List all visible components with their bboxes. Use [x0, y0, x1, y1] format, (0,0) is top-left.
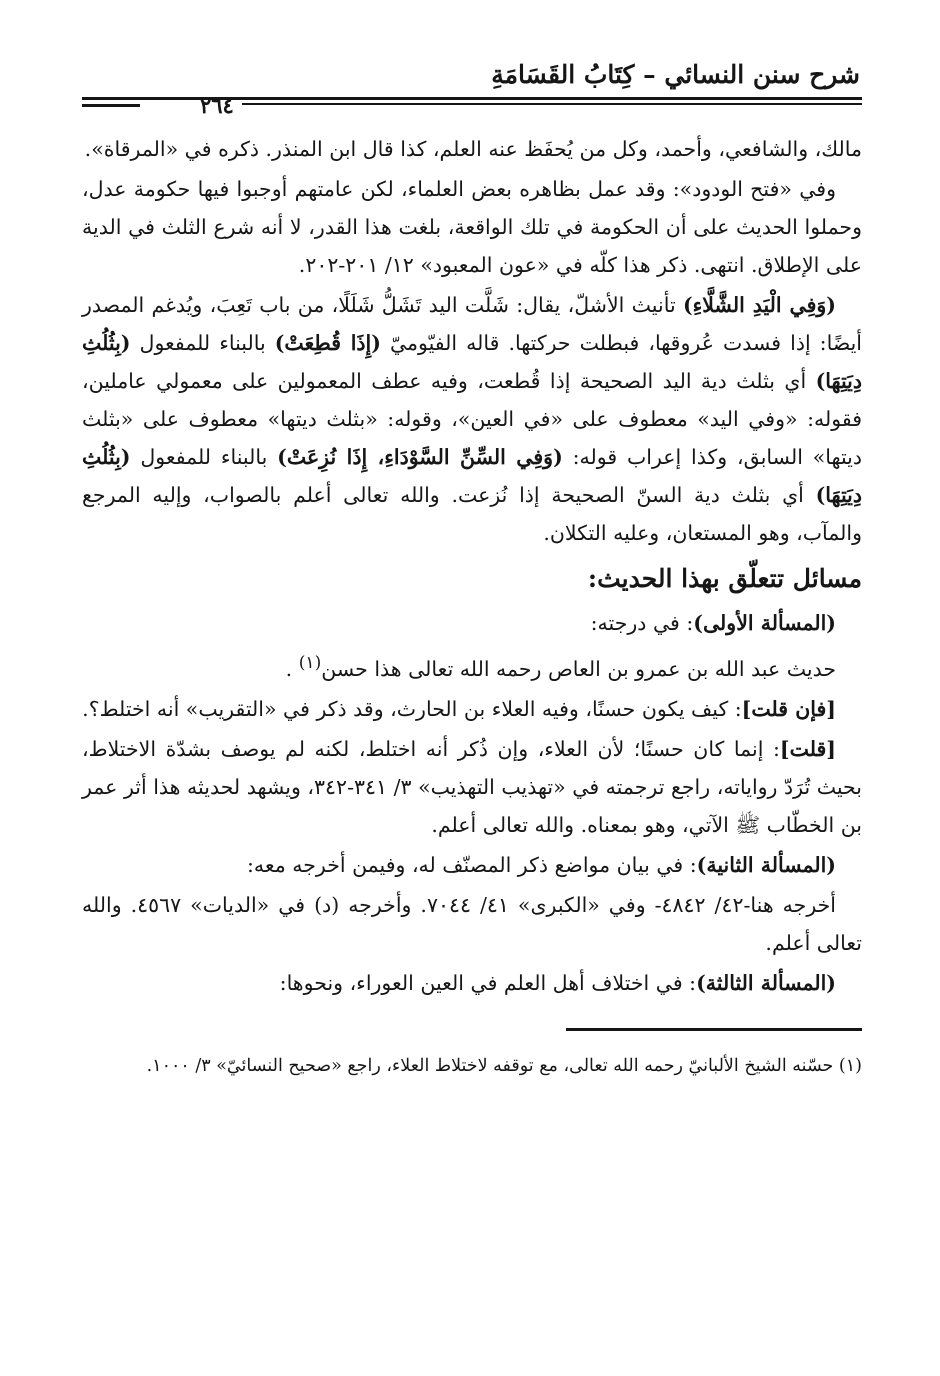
- objection-paragraph: [82, 690, 862, 728]
- paragraph-continuation: مالك، والشافعي، وأحمد، وكل من يُحفَظ عنه العلم، كذا قال ابن المنذر. ذكره في «المرقاة».: [84, 137, 862, 161]
- commentary-text: تأنيث الأشلّ، يقال: شَلَّت اليد تَشَلُّ شَلَلًا، من باب تَعِبَ، ويُدغم المصدر أيضًا: إذا فسدت عُروقها، فبطلت حركتها. قاله الفيّوميّ: [82, 293, 863, 355]
- hadith-term-shalla: (وَفِي الْيَدِ الشَّلَّاءِ): [682, 293, 837, 317]
- header-rule-top: [82, 97, 862, 100]
- footnote: (١) حسّنه الشيخ الألبانيّ رحمه الله تعالى، مع توقفه لاختلاط العلاء، راجع «صحيح النسائيّ» ٣/ ١٠٠٠.: [146, 1055, 862, 1076]
- issue-text: : في اختلاف أهل العلم في العين العوراء، ونحوها:: [279, 970, 697, 995]
- footnote-marker: (١): [298, 653, 322, 673]
- issue-label: (المسألة الثالثة): [696, 970, 836, 995]
- book-page: [82, 50, 862, 1081]
- main-text: [82, 130, 862, 1002]
- header-rule-double: [82, 97, 140, 107]
- issue-label: (المسألة الثانية): [696, 852, 836, 877]
- header-rule-lower: [242, 103, 862, 105]
- issue-label: (المسألة الأولى): [693, 611, 836, 635]
- issue-body-text: حديث عبد الله بن عمرو بن العاص رحمه الله تعالى هذا حسن: [321, 656, 836, 681]
- issue-first-body: [82, 644, 862, 688]
- answer-label: [قلت]: [779, 736, 836, 761]
- hadith-term-sinn: (وَفِي السِّنِّ السَّوْدَاءِ، إِذَا نُزِعَتْ): [277, 445, 563, 469]
- commentary-text: أي بثلث دية السنّ الصحيحة إذا نُزعت. والله تعالى أعلم بالصواب، وإليه المرجع والمآب، وهو المستعان، وعليه التكلان.: [82, 483, 862, 545]
- answer-text: : إنما كان حسنًا؛ لأن العلاء، وإن ذُكر أنه اختلط، لكنه لم يوصف بشدّة الاختلاط، بحيث تُرَدّ رواياته، راجع ترجمته في «تهذيب التهذيب» ٣/ ٣٤١-٣٤٢، ويشهد لحديثه هذا أثر عمر بن الخطّاب ﷺ الآتي، وهو بمعناه. والله تعالى أعلم.: [82, 736, 862, 837]
- page-header: [82, 50, 862, 120]
- hadith-term-thuluth-2: (بِثُلُثِ دِيَتِهَا): [82, 445, 862, 507]
- issue-text: : في بيان مواضع ذكر المصنّف له، وفيمن أخرجه معه:: [246, 852, 697, 877]
- section-heading: مسائل تتعلّق بهذا الحديث:: [587, 564, 862, 593]
- hadith-term-qutiat: (إِذَا قُطِعَتْ): [274, 331, 381, 355]
- issue-body-end: .: [285, 656, 293, 681]
- answer-paragraph: [82, 730, 862, 844]
- issue-second: [82, 846, 862, 884]
- issue-second-body: أخرجه هنا-٤٢/ ٤٨٤٢- وفي «الكبرى» ٤١/ ٧٠٤٤. وأخرجه (د) في «الديات» ٤٥٦٧. والله تعالى أعلم.: [82, 892, 862, 955]
- commentary-text: أي بثلث دية اليد الصحيحة إذا قُطعت، وفيه عطف المعمولين على معمولي عاملين، فقوله: «وفي اليد» معطوف على «في العين»، وقوله: «بثلث ديتها» معطوف على «بثلث ديتها» السابق، وكذا إعراب قوله:: [82, 369, 862, 469]
- issue-first: [82, 604, 862, 642]
- objection-text: : كيف يكون حسنًا، وفيه العلاء بن الحارث، وقد ذكر في «التقريب» أنه اختلط؟.: [82, 696, 742, 721]
- objection-label: [فإن قلت]: [741, 696, 836, 721]
- footnote-rule: [566, 1028, 862, 1031]
- page-number: ٢٦٤: [200, 93, 234, 118]
- hadith-term-thuluth: (بِثُلُثِ دِيَتِهَا): [82, 331, 862, 393]
- running-title: شرح سنن النسائي – كِتَابُ القَسَامَةِ: [491, 60, 860, 89]
- issue-third: [82, 964, 862, 1002]
- paragraph-fath-alwadud: وفي «فتح الودود»: وقد عمل بظاهره بعض العلماء، لكن عامتهم أوجبوا فيها حكومة عدل، وحملوا الحديث على أن الحكومة في تلك الواقعة، بلغت هذا القدر، لا أنه شرع الثلث في الدية على الإطلاق. انتهى. ذكر هذا كلّه في «عون المعبود» ١٢/ ٢٠١-٢٠٢.: [82, 177, 862, 277]
- commentary-text: بالبناء للمفعول: [130, 445, 278, 469]
- paragraph-commentary: [82, 286, 862, 552]
- issue-text: : في درجته:: [590, 611, 694, 635]
- commentary-text: بالبناء للمفعول: [130, 331, 275, 355]
